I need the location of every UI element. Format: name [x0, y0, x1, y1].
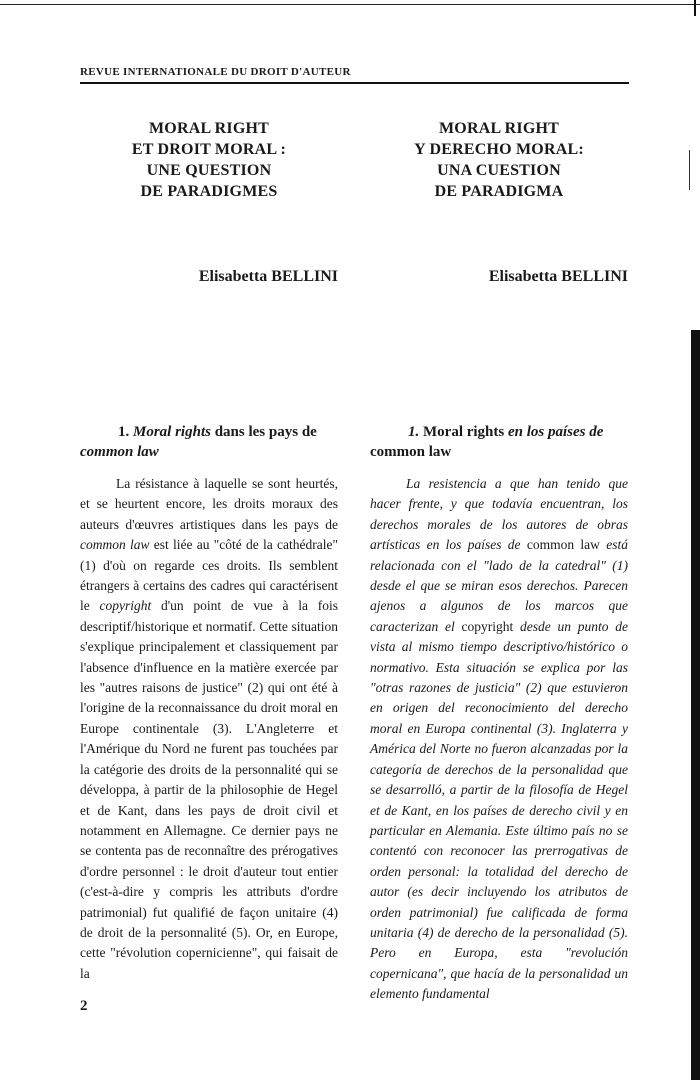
- right-title-line: MORAL RIGHT: [439, 120, 559, 137]
- right-title-line: Y DERECHO MORAL:: [414, 141, 584, 158]
- heading-italic: en los países de: [507, 424, 604, 440]
- right-paragraph: La resistencia a que han tenido que hacer frente, y que todavía encuentran, los derechos morales de los autores de obras artísticas en los países de common law está relacionada con el "lado de la catedral" (1) desde el que se miran esos derechos. Parecen ajenos a algunos de los marcos que caracterizan el copyright desde un punto de vista al mismo tiempo descriptivo/histórico o normativo. Esta situación se explica por las "otras razones de justicia" (2) que estuvieron en origen del reconocimiento del derecho moral en Europa continental (3). Inglaterra y América del Norte no fueron alcanzadas por la categoría de derechos de la personalidad que se desarrolló, a partir de la filosofía de Hegel et de Kant, en los países de derecho civil y en particular en Alemania. Este último país no se contentó con reconocer las prerrogativas de orden personal: la totalidad del derecho de autor (es decir incluyendo los atributos de orden patrimonial) fue calificada de forma unitaria (4) de derecho de la personalidad (5). Pero en Europa, esta "revolución copernicana", que hacía de la personalidad un elemento fundamental: [370, 476, 629, 1002]
- left-section-heading: [80, 422, 338, 462]
- scan-corner-mark: [688, 0, 696, 16]
- section-number: 1.: [118, 424, 130, 440]
- left-title-line: UNE QUESTION: [146, 162, 272, 179]
- heading-line2: common law: [80, 444, 159, 460]
- running-header: REVUE INTERNATIONALE DU DROIT D'AUTEUR: [80, 66, 351, 78]
- left-column: [80, 118, 338, 202]
- left-author: Elisabetta BELLINI: [198, 268, 338, 285]
- left-title-line: ET DROIT MORAL :: [131, 141, 287, 158]
- heading-roman: Moral rights: [423, 424, 505, 440]
- right-title-line: DE PARADIGMA: [434, 183, 564, 200]
- left-paragraph: La résistance à laquelle se sont heurtés, et se heurtent encore, les droits moraux des auteurs d'œuvres artistiques dans les pays de common law est liée au "côté de la cathédrale" (1) d'où on regarde ces droits. Ils semblent étrangers à certains des cadres qui caractérisent le copyright d'un point de vue à la fois descriptif/historique et normatif. Cette situation s'explique principalement et classiquement par l'absence d'influence en la matière exercée par les "autres raisons de justice" (2) qui ont été à l'origine de la reconnaissance du droit moral en Europe continentale (3). L'Angleterre et l'Amérique du Nord ne furent pas touchées par la catégorie des droits de la personnalité qui se développa, à partir de la philosophie de Hegel et de Kant, dans les pays de droit civil et notamment en Allemagne. Ce dernier pays ne se contenta pas de reconnaître des prérogatives d'ordre personnel : le droit d'auteur tout entier (c'est-à-dire y compris les attributs d'ordre patrimonial) fut qualifié de façon unitaire (4) de droit de la personnalité (5). Or, en Europe, cette "révolution copernicienne", qui faisait de la: [80, 476, 339, 981]
- right-column: [370, 118, 628, 202]
- scan-top-rule: [0, 4, 700, 5]
- scan-edge-mark: [689, 150, 690, 190]
- heading-line2: common law: [370, 444, 452, 460]
- scan-binding-edge: [691, 330, 700, 1080]
- left-body: [80, 474, 338, 984]
- right-title: [370, 118, 628, 202]
- right-author: Elisabetta BELLINI: [488, 268, 628, 285]
- left-title: [80, 118, 338, 202]
- right-title-line: UNA CUESTION: [437, 162, 561, 179]
- header-rule: [80, 82, 629, 84]
- heading-rest: dans les pays de: [214, 424, 317, 440]
- left-title-line: DE PARADIGMES: [140, 183, 278, 200]
- section-number: 1.: [408, 424, 420, 440]
- right-body: [370, 474, 628, 1005]
- right-section-heading: [370, 422, 628, 462]
- left-title-line: MORAL RIGHT: [149, 120, 269, 137]
- heading-italic: Moral rights: [133, 424, 211, 440]
- page-number: 2: [80, 998, 88, 1014]
